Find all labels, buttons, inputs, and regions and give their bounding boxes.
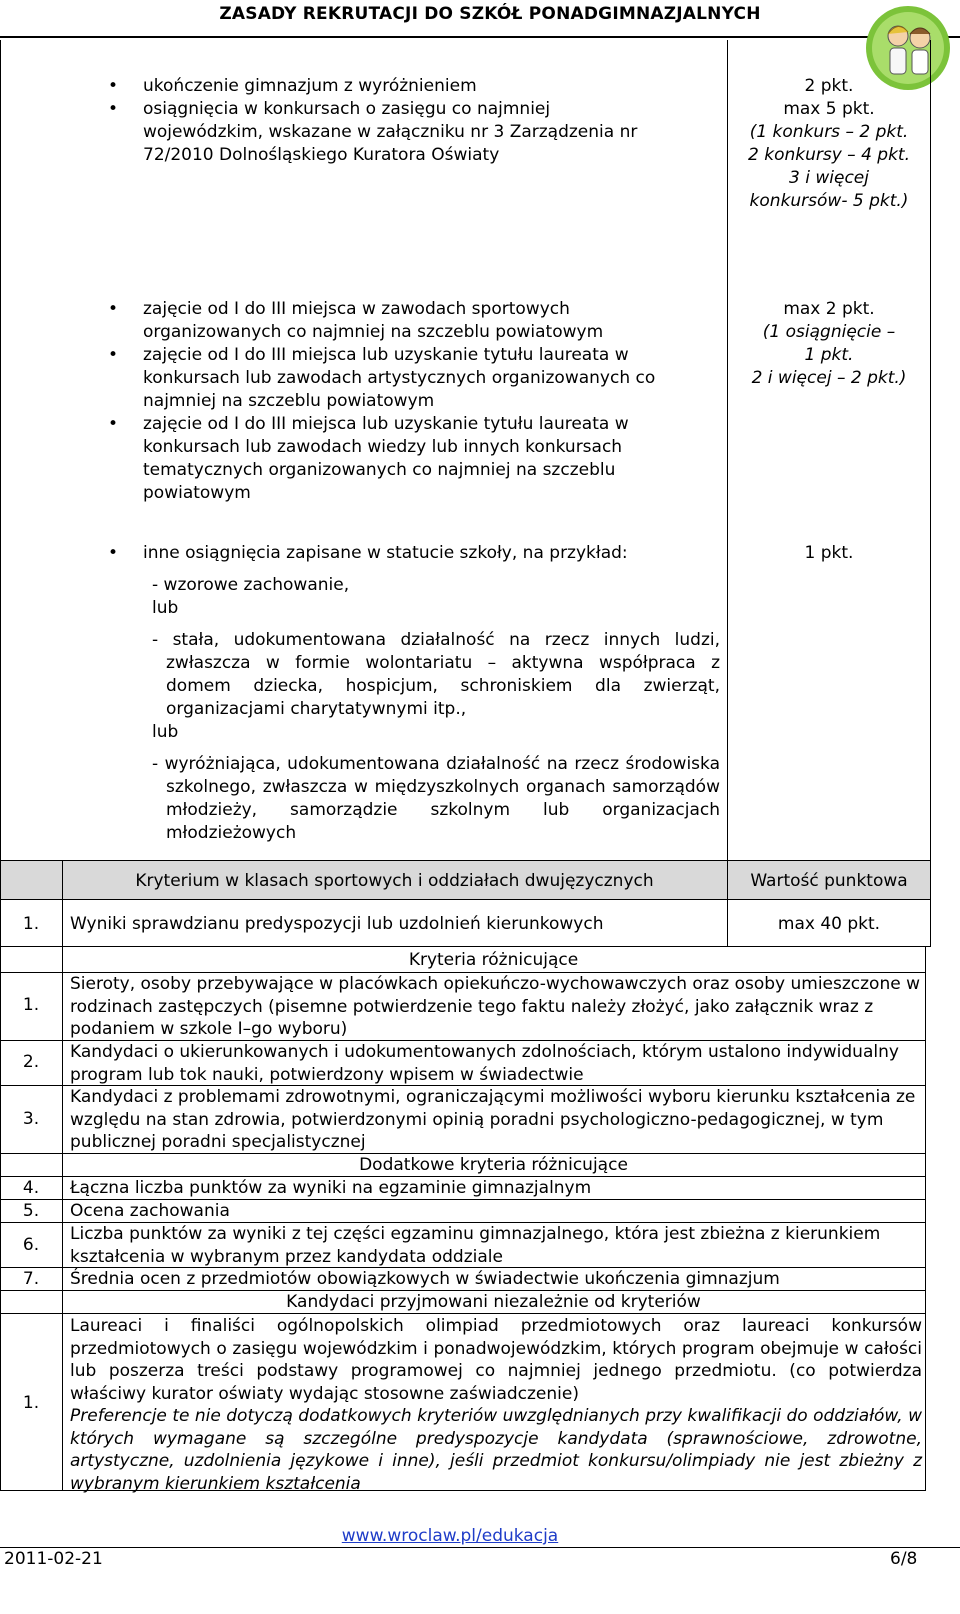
section3-list <box>108 542 723 565</box>
row-number: 2. <box>22 1052 40 1072</box>
or-text: lub <box>152 722 179 742</box>
subitem-text: - stała, udokumentowana działalność na rzecz innych ludzi, zwłaszcza w formie wolontariatu – aktywna współpraca z domem dziecka, hospicjum, schroniskiem dla zwierząt, organizacjami charytatywnymi itp., <box>152 630 720 719</box>
table-rule <box>930 860 931 946</box>
list-item: • ukończenie gimnazjum z wyróżnieniem <box>108 75 668 98</box>
section3-points: 1 pkt. <box>804 543 854 563</box>
points-line: (1 osiągnięcie – <box>762 322 896 342</box>
sport-row-value: max 40 pkt. <box>777 914 881 934</box>
points-line: max 2 pkt. <box>783 299 875 319</box>
or-text: lub <box>152 598 179 618</box>
list-item: • zajęcie od I do III miejsca lub uzyskanie tytułu laureata w konkursach lub zawodach wiedzy lub innych konkursach tematycznych organizowanych co najmniej na szczeblu powiatowym <box>108 413 698 505</box>
preferences-note: Preferencje te nie dotyczą dodatkowych kryteriów uwzględnianych przy kwalifikacji do oddziałów, w których wymagane są szczególne predyspozycje kandydata (sprawnościowe, zdrowotne, artystyczne, uzdolnienia językowe i inne), jeśli przedmiot konkursu/olimpiady nie jest zbieżny z wybranym kierunkiem kształcenia <box>70 1406 922 1494</box>
criteria-row-text: Łączna liczba punktów za wyniki na egzaminie gimnazjalnym <box>70 1178 592 1198</box>
footer-link[interactable]: www.wroclaw.pl/edukacja <box>341 1526 559 1546</box>
points-line: 3 i więcej <box>789 168 869 188</box>
sport-value-header: Wartość punktowa <box>750 871 908 891</box>
final-criteria-text <box>70 1315 922 1495</box>
subitem-text: - wzorowe zachowanie, <box>152 575 350 595</box>
list-item: • zajęcie od I do III miejsca w zawodach sportowych organizowanych co najmniej na szczeblu powiatowym <box>108 298 698 344</box>
row-number: 4. <box>22 1178 40 1198</box>
sport-criterion-header: Kryterium w klasach sportowych i oddziałach dwujęzycznych <box>135 871 654 891</box>
criteria-row-text: Kandydaci z problemami zdrowotnymi, ograniczającymi możliwości wyboru kierunku kształcenia ze względu na stan zdrowia, potwierdzonymi opinią poradni psychologiczno-pedagogicznej, w tym publicznej poradni specjalistycznej <box>70 1087 916 1152</box>
row-number: 1. <box>22 995 40 1015</box>
subitem-text: - wyróżniająca, udokumentowana działalność na rzecz środowiska szkolnego, zwłaszcza w międzyszkolnych organach samorządów młodzieży, samorządzie szkolnym lub organizacjach młodzieżowych <box>152 754 720 843</box>
points-line: 2 pkt. <box>804 76 854 96</box>
list-item: • zajęcie od I do III miejsca lub uzyskanie tytułu laureata w konkursach lub zawodach artystycznych organizowanych co najmniej na szczeblu powiatowym <box>108 344 698 413</box>
points-line: 1 pkt. <box>804 345 854 365</box>
criteria-row-text: Średnia ocen z przedmiotów obowiązkowych w świadectwie ukończenia gimnazjum <box>70 1269 780 1289</box>
section-border-right <box>930 40 931 860</box>
row-number: 6. <box>22 1235 40 1255</box>
footer-page-number: 6/8 <box>890 1549 918 1569</box>
row-number: 1. <box>22 914 40 934</box>
footer-date: 2011-02-21 <box>4 1549 103 1569</box>
points-line: konkursów- 5 pkt.) <box>749 191 909 211</box>
points-line: (1 konkurs – 2 pkt. <box>749 122 909 142</box>
section2-list <box>108 298 698 505</box>
points-line: 2 konkursy – 4 pkt. <box>748 145 910 165</box>
criteria-row-text: Kandydaci o ukierunkowanych i udokumentowanych zdolnościach, którym ustalono indywidualny program lub tok nauki, potwierdzony wpisem w świadectwie <box>70 1042 899 1085</box>
list-item: • inne osiągnięcia zapisane w statucie szkoły, na przykład: <box>108 542 723 565</box>
row-number: 5. <box>22 1201 40 1221</box>
section1-points <box>728 75 930 213</box>
criteria-row-text: Sieroty, osoby przebywające w placówkach opiekuńczo-wychowawczych oraz osoby umieszczone w rodzinach zastępczych (pisemne potwierdzenie tego faktu należy złożyć, jako załącznik wraz z podaniem w szkole I–go wyboru) <box>70 974 920 1039</box>
section3-subitems <box>152 574 720 845</box>
table-rule <box>0 860 931 861</box>
list-item-text: osiągnięcia w konkursach o zasięgu co najmniej wojewódzkim, wskazane w załączniku nr 3 Zarządzenia nr 72/2010 Dolnośląskiego Kuratora Oświaty <box>143 99 638 165</box>
additional-criteria-heading: Dodatkowe kryteria różnicujące <box>359 1155 628 1175</box>
points-line: max 5 pkt. <box>783 99 875 119</box>
header-divider <box>0 36 960 38</box>
sport-row-text: Wyniki sprawdzianu predyspozycji lub uzdolnień kierunkowych <box>70 914 604 934</box>
row-number: 7. <box>22 1269 40 1289</box>
table-rule <box>62 946 63 1491</box>
table-rule <box>0 899 931 900</box>
criteria-row-text: Liczba punktów za wyniki z tej części egzaminu gimnazjalnego, która jest zbieżna z kierunkiem kształcenia w wybranym przez kandydata oddziale <box>70 1224 881 1267</box>
section-border-left <box>0 40 1 860</box>
section2-points <box>728 298 930 390</box>
page-header-title: ZASADY REKRUTACJI DO SZKÓŁ PONADGIMNAZJALNYCH <box>219 4 761 24</box>
table-rule <box>925 946 926 1491</box>
criteria-row-text: Ocena zachowania <box>70 1201 230 1221</box>
points-line: 2 i więcej – 2 pkt.) <box>751 368 907 388</box>
section1-list <box>108 75 668 167</box>
table-rule <box>0 946 931 947</box>
criteria-heading: Kryteria różnicujące <box>408 950 579 970</box>
row-number: 1. <box>22 1393 40 1413</box>
row-number: 3. <box>22 1109 40 1129</box>
laureates-text: Laureaci i finaliści ogólnopolskich olimpiad przedmiotowych oraz laureaci konkursów przedmiotowych o zasięgu wojewódzkim i ponadwojewódzkim, których program obejmuje w całości lub poszerza treści podstawy programowej co najmniej jednego przedmiotu. (co potwierdza właściwy kurator oświaty wydając stosowne zaświadczenie) <box>70 1316 922 1404</box>
independent-candidates-heading: Kandydaci przyjmowani niezależnie od kryteriów <box>286 1292 701 1312</box>
list-item <box>108 98 668 167</box>
